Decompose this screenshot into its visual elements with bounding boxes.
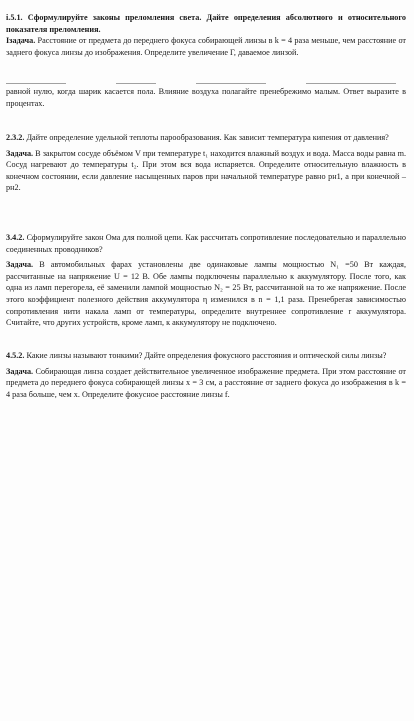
- question-number: i.5.1.: [6, 13, 23, 22]
- question-text: Дайте определение удельной теплоты парообразования. Как зависит температура кипения от давления?: [26, 133, 389, 142]
- question-text: Сформулируйте законы преломления света. Дайте определения абсолютного и относительного показателя преломления.: [6, 13, 407, 34]
- question-number: 3.4.2.: [6, 233, 25, 242]
- section-2-3-2: [6, 132, 406, 194]
- task-label: Задача.: [6, 260, 34, 270]
- section-3-4-2: [6, 232, 406, 329]
- section-continuation: [6, 86, 406, 109]
- question-text: Какие линзы называют тонкими? Дайте определения фокусного расстояния и оптической силы линзы?: [26, 351, 387, 360]
- question-number: 4.5.2.: [6, 351, 25, 360]
- task-text: В закрытом сосуде объёмом V при температуре t₁ находится влажный воздух и вода. Масса воды равна m. Сосуд нагревают до температуры t₂. При этом вся вода испаряется. Определите относительную влажность в конечном состоянии, если давление насыщенных паров при начальной температуре равно pн1, а при конечной – pн2.: [6, 148, 406, 193]
- task-label: Iзадача.: [6, 36, 36, 46]
- task-text: В автомобильных фарах установлены две одинаковые лампы мощностью N₁ =50 Вт каждая, рассчитанные на напряжение U = 12 В. Обе лампы подключены параллельно к аккумулятору. После того, как одна из ламп перегорела, её заменили лампой мощностью N₂ = 25 Вт, рассчитанной на то же напряжение. После этого коэффициент полезного действия аккумулятора η изменился в n = 1,1 раза. Пренебрегая зависимостью сопротивления нити накала ламп от температуры, определите внутреннее сопротивление r аккумулятора. Считайте, что других устройств, кроме ламп, к аккумулятору не подключено.: [6, 260, 406, 328]
- section-5-1: [6, 12, 406, 58]
- task-text: Расстояние от предмета до переднего фокуса собирающей линзы в k = 4 раза меньше, чем расстояние от заднего фокуса линзы до изображения. Определите увеличение Г, даваемое линзой.: [6, 36, 407, 57]
- continuation-text: равной нулю, когда шарик касается пола. Влияние воздуха полагайте пренебрежимо малым. Ответ выразите в процентах.: [6, 87, 406, 108]
- question-number: 2.3.2.: [6, 133, 25, 142]
- task-label: Задача.: [6, 148, 34, 158]
- task-text: Собирающая линза создает действительное увеличенное изображение предмета. При этом расстояние от предмета до переднего фокуса собирающей линзы x = 3 см, а расстояние от заднего фокуса до изображения в k = 4 раза больше, чем x. Определите фокусное расстояние линзы f.: [6, 366, 407, 399]
- question-text: Сформулируйте закон Ома для полной цепи. Как рассчитать сопротивление последовательно и параллельно соединенных проводников?: [6, 233, 406, 254]
- task-label: Задача.: [6, 366, 34, 376]
- section-4-5-2: [6, 350, 406, 400]
